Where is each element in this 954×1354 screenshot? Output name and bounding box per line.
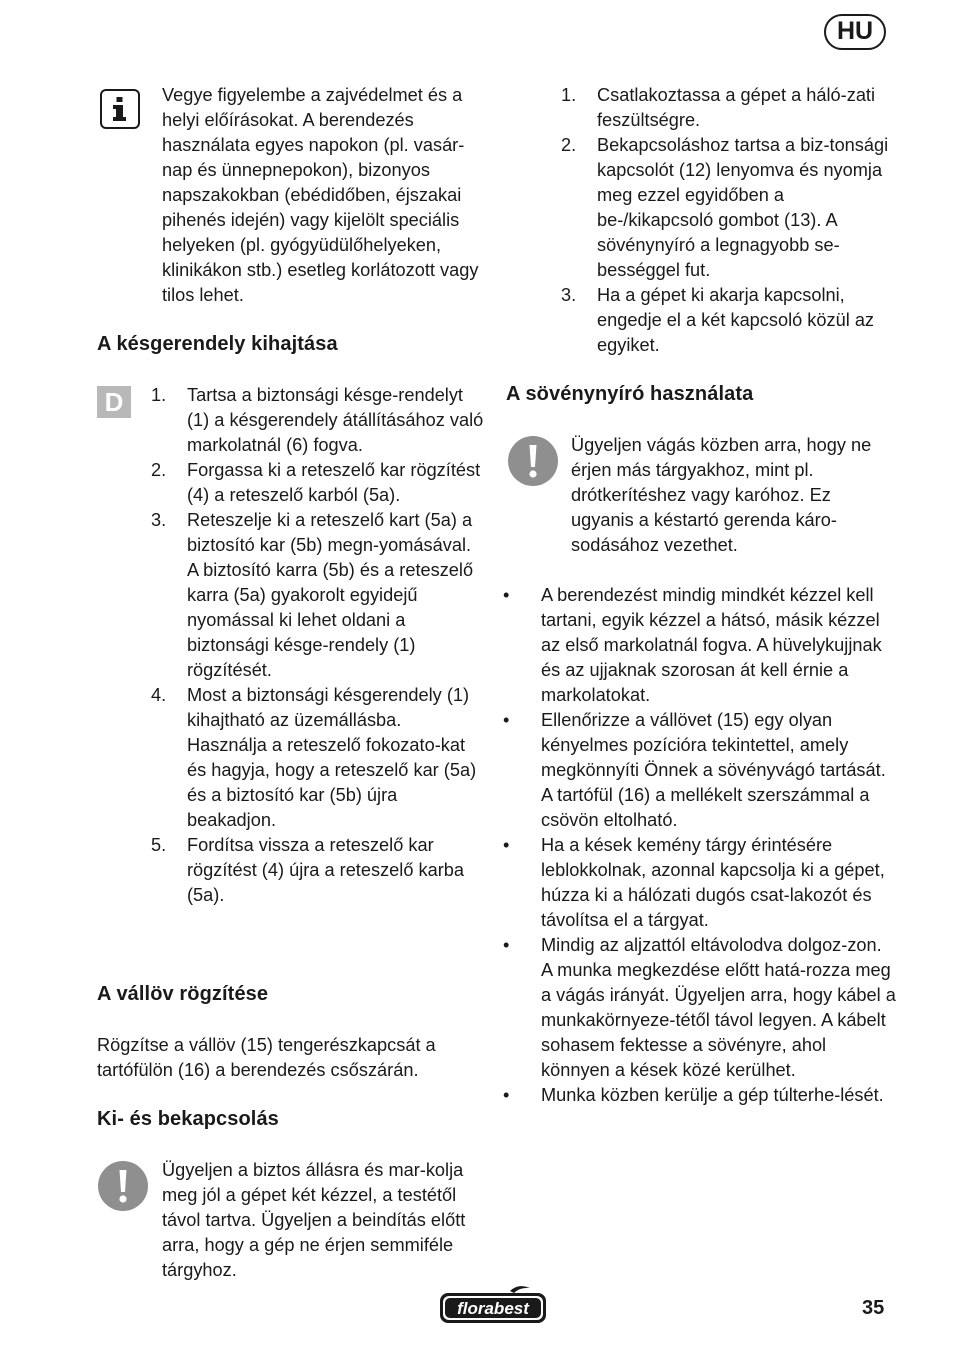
list-item: 3. Ha a gépet ki akarja kapcsolni, engedje el a két kapcsoló közül az egyiket. bbox=[561, 285, 875, 355]
list-item: • A berendezést mindig mindkét kézzel kell tartani, egyik kézzel a hátsó, másik kézzel az első markolatnál fogva. A hüvelykujjnak és az ujjaknak szorosan át kell érnie a markolatokat. bbox=[503, 585, 882, 705]
blade-unfold-steps bbox=[151, 383, 485, 908]
brand-text: florabest bbox=[457, 1299, 529, 1318]
hedge-trimmer-warning-text: Ügyeljen vágás közben arra, hogy ne érjen más tárgyakhoz, mint pl. drótkerítéshez vagy karóhoz. Ez ugyanis a késtartó gerenda káro-sodásához vezethet. bbox=[571, 435, 872, 555]
list-item: • Ha a kések kemény tárgy érintésére leblokkolnak, azonnal kapcsolja ki a gépet, húzza ki a hálózati dugós csat-lakozót és távolítsa el a tárgyat. bbox=[503, 835, 885, 930]
list-item: • Munka közben kerülje a gép túlterhe-lését. bbox=[503, 1085, 884, 1105]
list-item: 2. Forgassa ki a reteszelő kar rögzítést (4) a reteszelő karból (5a). bbox=[151, 460, 481, 505]
section-title-on-off: Ki- és bekapcsolás bbox=[97, 1108, 279, 1130]
list-item: • Mindig az aljzattól eltávolodva dolgoz-zon. A munka megkezdése előtt hatá-rozza meg a vágás irányát. Ügyeljen arra, hogy kábel a munkakörnyeze-tétől távol legyen. A kábelt sohasem fektesse a sövényre, ahol könnyen a kések közé kerülhet. bbox=[503, 935, 896, 1080]
list-item: • Ellenőrizze a vállövet (15) egy olyan kényelmes pozícióra tekintettel, amely megkönnyíti Önnek a sövényvágó tartását. A tartófül (16) a mellékelt szerszámmal a csövön eltolható. bbox=[503, 710, 886, 830]
page-number: 35 bbox=[862, 1297, 885, 1319]
info-icon bbox=[100, 89, 140, 129]
florabest-logo bbox=[438, 1285, 548, 1325]
shoulder-strap-text: Rögzítse a vállöv (15) tengerészkapcsát a tartófülön (16) a berendezés csőszárán. bbox=[97, 1035, 436, 1080]
list-item: 4. Most a biztonsági késgerendely (1) kihajtható az üzemállásba. Használja a reteszelő fokozato-kat és hagyja, hogy a reteszelő kar (5a) és a biztosító kar (5b) újra beakadjon. bbox=[151, 685, 477, 830]
section-title-shoulder-strap: A vállöv rögzítése bbox=[97, 983, 269, 1005]
warning-icon bbox=[98, 1161, 148, 1211]
d-symbol-icon: D bbox=[97, 386, 131, 418]
list-item: 2. Bekapcsoláshoz tartsa a biz-tonsági kapcsolót (12) lenyomva és nyomja meg ezzel egyidőben a be-/kikapcsoló gombot (13). A sövénynyíró a legnagyobb se-bességgel fut. bbox=[561, 135, 889, 280]
warning-icon bbox=[508, 436, 558, 486]
language-badge: HU bbox=[824, 14, 886, 50]
info-note-text: Vegye figyelembe a zajvédelmet és a helyi előírásokat. A berendezés használata egyes napokon (pl. vasár-nap és ünnepnepokon), bizonyos napszakokban (ebédidőben, éjszakai pihenés idején) vagy kijelölt speciális helyeken (pl. gyógyüdülőhelyeken, klinikákon stb.) esetleg korlátozott vagy tilos lehet. bbox=[162, 85, 479, 305]
on-off-steps bbox=[561, 83, 897, 358]
list-item: 3. Reteszelje ki a reteszelő kart (5a) a biztosító kar (5b) megn-yomásával. A biztosító karra (5b) és a reteszelő karra (5a) gyakorolt egyidejű nyomással ki lehet oldani a biztonsági késge-rendely (1) rögzítését. bbox=[151, 510, 474, 680]
list-item: 1. Tartsa a biztonsági késge-rendelyt (1) a késgerendely átállításához való markolatnál (6) fogva. bbox=[151, 385, 484, 455]
on-off-warning-text: Ügyeljen a biztos állásra és mar-kolja meg jól a gépet két kézzel, a testétől távol tartva. Ügyeljen a beindítás előtt arra, hogy a gép ne érjen semmiféle tárgyhoz. bbox=[162, 1160, 466, 1280]
usage-bullets bbox=[503, 583, 896, 1108]
section-title-hedge-trimmer-use: A sövénynyíró használata bbox=[506, 383, 754, 405]
list-item: 5. Fordítsa vissza a reteszelő kar rögzítést (4) újra a reteszelő karba (5a). bbox=[151, 835, 464, 905]
section-title-blade-unfold: A késgerendely kihajtása bbox=[97, 333, 338, 355]
list-item: 1. Csatlakoztassa a gépet a háló-zati feszültségre. bbox=[561, 85, 876, 130]
